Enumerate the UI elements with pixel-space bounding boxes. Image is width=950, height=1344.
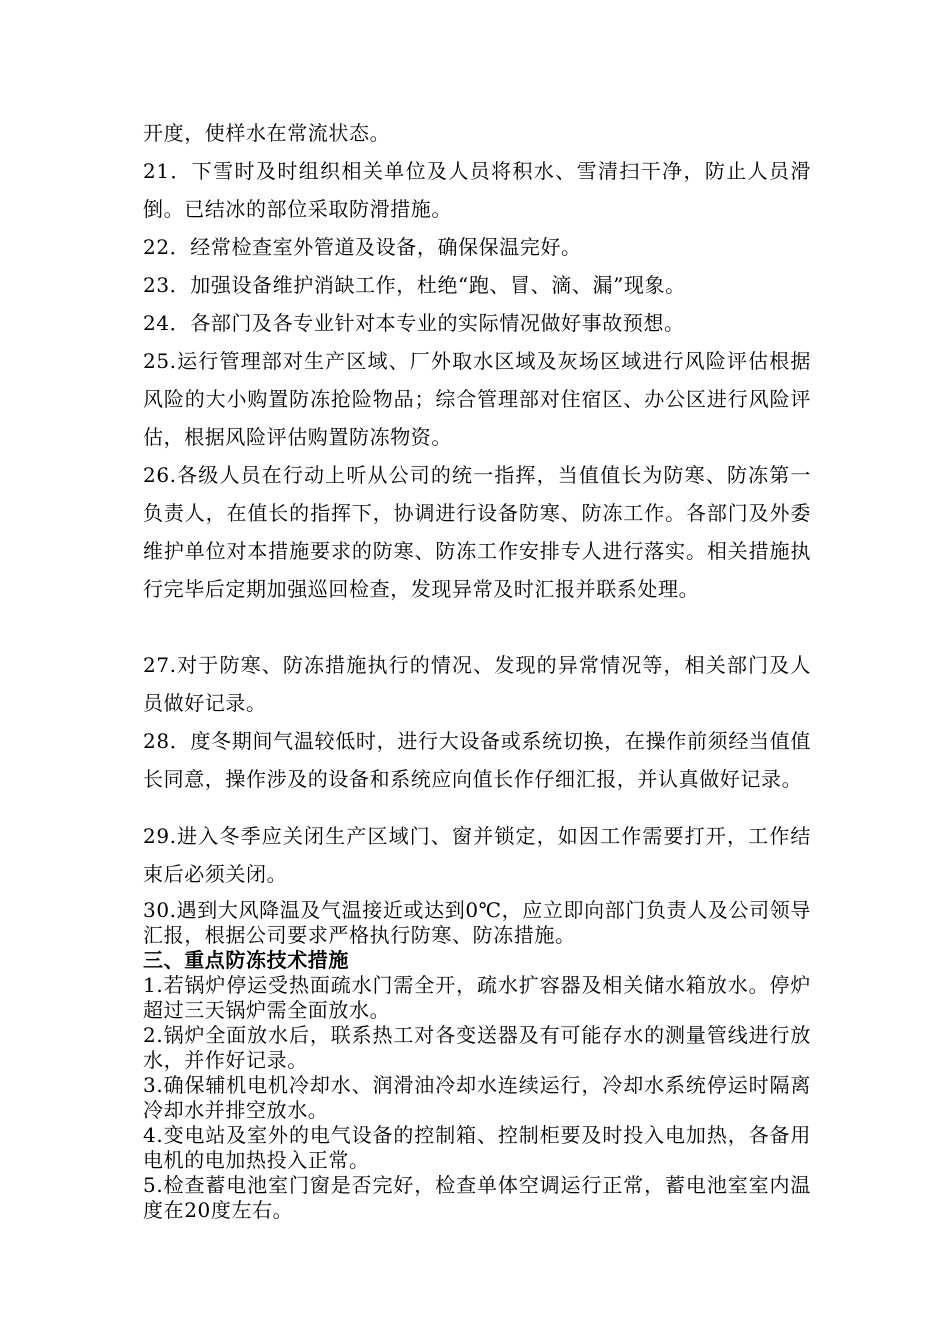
tech-measure-3: 3.确保辅机电机冷却水、润滑油冷却水连续运行，冷却水系统停运时隔离冷却水并排空放水。 [143, 1073, 811, 1122]
tech-measure-5: 5.检查蓄电池室门窗是否完好，检查单体空调运行正常，蓄电池室室内温度在20度左右。 [143, 1173, 811, 1222]
measure-24: 24．各部门及各专业针对本专业的实际情况做好事故预想。 [143, 311, 685, 335]
measure-26: 26.各级人员在行动上听从公司的统一指挥，当值值长为防寒、防冻第一负责人，在值长的指挥下，协调进行设备防寒、防冻工作。各部门及外委维护单位对本措施要求的防寒、防冻工作安排专人进行落实。相关措施执行完毕后定期加强巡回检查，发现异常及时汇报并联系处理。 [143, 463, 811, 601]
section-heading: 三、重点防冻技术措施 [143, 948, 349, 972]
measure-21: 21．下雪时及时组织相关单位及人员将积水、雪清扫干净，防止人员滑倒。已结冰的部位采取防滑措施。 [143, 159, 811, 221]
measure-29: 29.进入冬季应关闭生产区域门、窗并锁定，如因工作需要打开，工作结束后必须关闭。 [143, 824, 811, 886]
tech-measure-2: 2.锅炉全面放水后，联系热工对各变送器及有可能存水的测量管线进行放水，并作好记录。 [143, 1023, 811, 1072]
continuation-paragraph: 开度，使样水在常流状态。 [143, 121, 391, 145]
tech-measure-4: 4.变电站及室外的电气设备的控制箱、控制柜要及时投入电加热，各备用电机的电加热投入正常。 [143, 1123, 811, 1172]
measure-25: 25.运行管理部对生产区域、厂外取水区域及灰场区域进行风险评估根据风险的大小购置防冻抢险物品；综合管理部对住宿区、办公区进行风险评估，根据风险评估购置防冻物资。 [143, 349, 811, 449]
tech-measure-1: 1.若锅炉停运受热面疏水门需全开，疏水扩容器及相关储水箱放水。停炉超过三天锅炉需全面放水。 [143, 973, 811, 1022]
measure-23: 23．加强设备维护消缺工作，杜绝“跑、冒、滴、漏”现象。 [143, 273, 686, 297]
measure-30: 30.遇到大风降温及气温接近或达到0℃，应立即向部门负责人及公司领导汇报，根据公司要求严格执行防寒、防冻措施。 [143, 898, 811, 947]
measure-27: 27.对于防寒、防冻措施执行的情况、发现的异常情况等，相关部门及人员做好记录。 [143, 653, 811, 715]
measure-22: 22．经常检查室外管道及设备，确保保温完好。 [143, 235, 582, 259]
measure-28: 28．度冬期间气温较低时，进行大设备或系统切换，在操作前须经当值值长同意，操作涉及的设备和系统应向值长作仔细汇报，并认真做好记录。 [143, 729, 811, 791]
